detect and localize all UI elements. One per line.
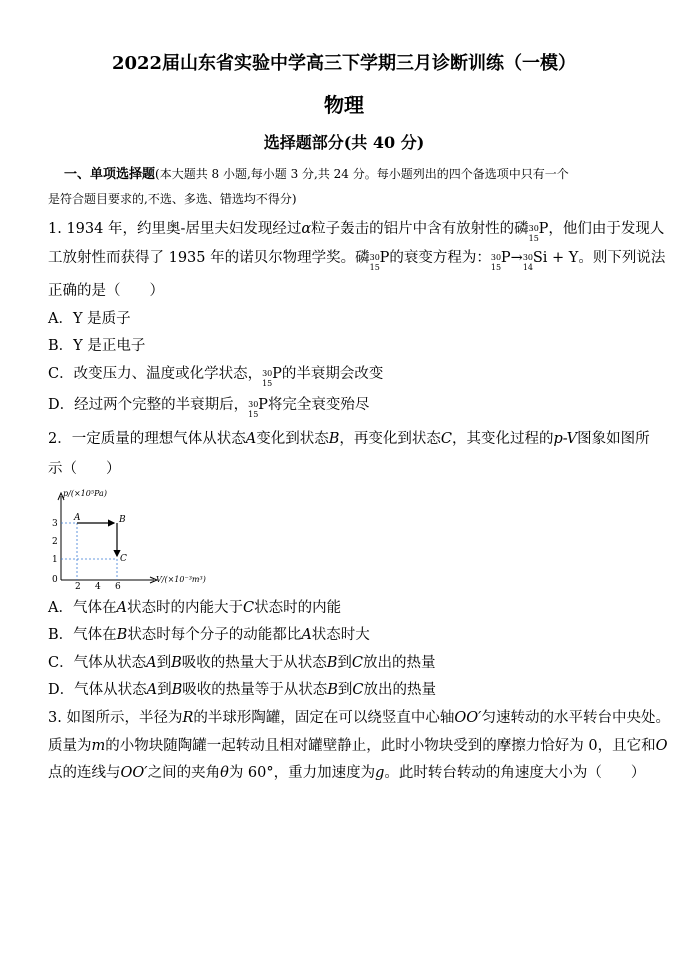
subject-title: 物理	[324, 93, 364, 117]
q3-line2: 质量为m的小物块随陶罐一起转动且相对罐壁静止，此时小物块受到的摩擦力恰好为 0，且它和O	[48, 738, 668, 754]
q1-option-d: D．经过两个完整的半衰期后， 30 15 P将完全衰变殆尽	[48, 397, 370, 419]
x-tick-4: 4	[95, 582, 101, 590]
y-axis-label: p/(×10⁵Pa)	[63, 489, 107, 498]
q1-line3: 正确的是（ ）	[48, 283, 164, 299]
q2-option-b: B．气体在B状态时每个分子的动能都比A状态时大	[48, 627, 370, 643]
section-note-2: 是符合题目要求的,不选、多选、错选均不得分)	[48, 192, 297, 206]
y-tick-1: 1	[52, 555, 58, 565]
q2-option-a: A．气体在A状态时的内能大于C状态时的内能	[48, 600, 342, 616]
section-label: 一、单项选择题	[64, 167, 156, 182]
y-tick-3: 3	[52, 519, 58, 529]
x-axis-label: V/(×10⁻³m³)	[156, 575, 206, 584]
q3-line3: 点的连线与OO′之间的夹角θ为 60°，重力加速度为g。此时转台转动的角速度大小为（ ）	[48, 765, 646, 781]
section-note-1: (本大题共 8 小题,每小题 3 分,共 24 分。每小题列出的四个备选项中只有一个	[155, 167, 569, 181]
q1-option-a: A．Y 是质子	[48, 311, 131, 327]
q2-option-c: C．气体从状态A到B吸收的热量大于从状态B到C放出的热量	[48, 655, 436, 671]
y-tick-0: 0	[52, 575, 58, 585]
q2-option-d: D．气体从状态A到B吸收的热量等于从状态B到C放出的热量	[48, 682, 437, 698]
exam-title: 2022届山东省实验中学高三下学期三月诊断训练（一模）	[111, 53, 577, 74]
q1-option-c: C．改变压力、温度或化学状态， 30 15 P的半衰期会改变	[48, 366, 384, 388]
q2-line2: 示（ ）	[48, 461, 121, 477]
x-tick-2: 2	[75, 582, 81, 590]
point-c-label: C	[120, 554, 127, 564]
part-title: 选择题部分(共 40 分)	[263, 133, 425, 152]
point-b-label: B	[119, 515, 126, 525]
q1-line1: 1. 1934 年，约里奥-居里夫妇发现经过α粒子轰击的铝片中含有放射性的磷 30 15 P，他们由于发现人	[48, 221, 665, 243]
q2-line1: 2．一定质量的理想气体从状态A变化到状态B，再变化到状态C，其变化过程的p-V图象如图所	[48, 431, 650, 447]
q3-line1: 3. 如图所示，半径为R的半球形陶罐，固定在可以绕竖直中心轴OO′匀速转动的水平转台中央处。	[48, 710, 670, 726]
q1-line2: 工放射性而获得了 1935 年的诺贝尔物理学奖。磷 30 15 P的衰变方程为： 30 15 P→ 30 14 Si + Y。则下列说法	[48, 250, 666, 272]
point-a-label: A	[74, 513, 81, 523]
x-tick-6: 6	[115, 582, 121, 590]
y-tick-2: 2	[52, 537, 58, 547]
q1-option-b: B．Y 是正电子	[48, 338, 146, 354]
pv-diagram	[44, 488, 214, 590]
isotope-p-notation: 30 15	[528, 224, 539, 243]
section-heading	[64, 165, 569, 184]
